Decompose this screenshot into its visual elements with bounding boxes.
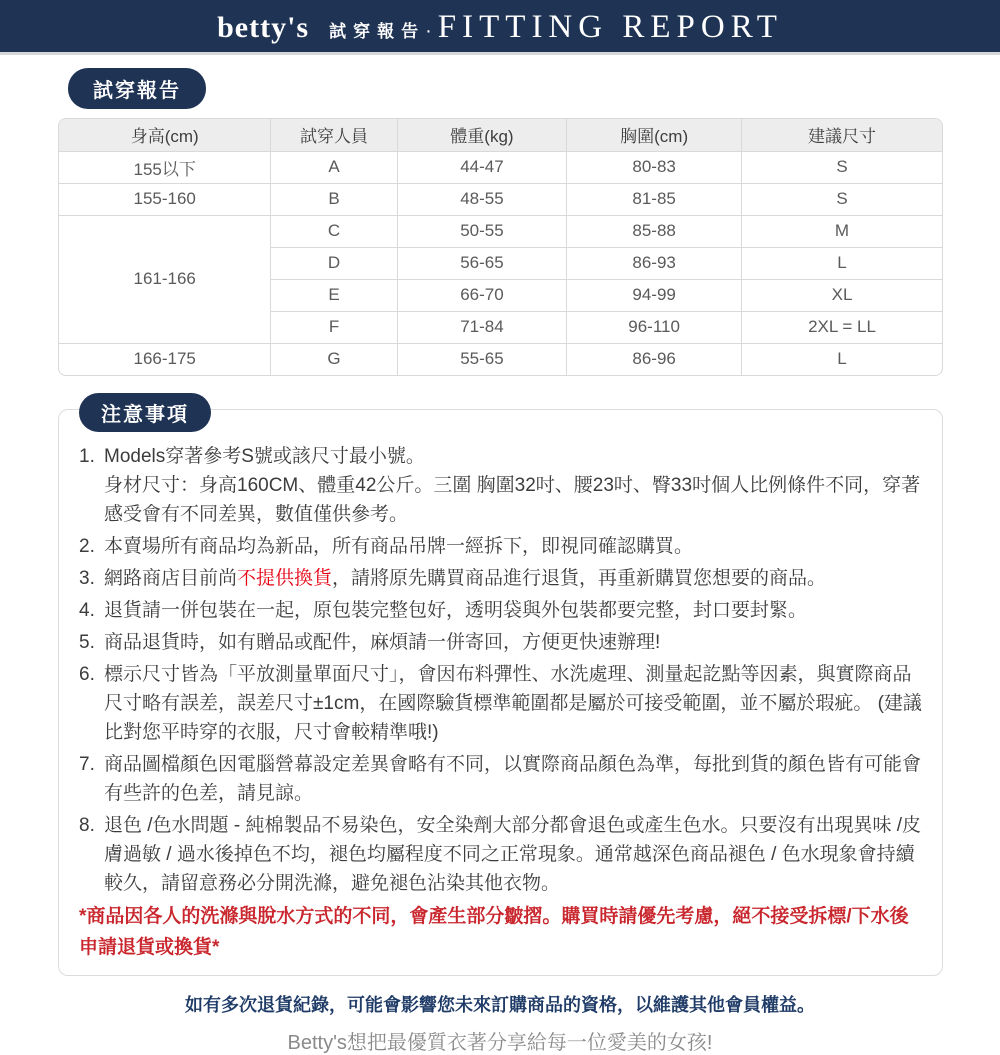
cell-model: A [271,151,397,183]
cell-chest: 86-96 [567,343,742,375]
col-header-model: 試穿人員 [271,119,397,151]
washing-warning-text: *商品因各人的洗滌與脫水方式的不同，會產生部分皺摺。購買時請優先考慮，絕不接受拆標/下水後申請退貨或換貨* [79,906,909,958]
table-row [59,343,942,375]
note-item-3 [79,564,926,593]
note-text: 本賣場所有商品均為新品，所有商品吊牌一經拆下，即視同確認購買。 [104,536,694,557]
brand-slogan: Betty's想把最優質衣著分享給每一位愛美的女孩! [287,1032,713,1054]
note-text: 退色 /色水問題 - 純棉製品不易染色，安全染劑大部分都會退色或產生色水。只要沒有出現異味 /皮膚過敏 / 過水後掉色不均，褪色均屬程度不同之正常現象。通常越深色商品褪色 / 色水現象會持續較久，請留意務必分開洗滌，避免褪色沾染其他衣物。 [104,815,922,894]
note-text: ，請將原先購買商品進行退貨，再重新購買您想要的商品。 [332,568,827,589]
note-item-4 [79,596,926,625]
footer [0,991,1000,1055]
cell-height: 166-175 [59,343,271,375]
note-number: 2. [79,536,95,557]
fitting-size-table [59,119,942,375]
note-text-continued: 身材尺寸：身高160CM、體重42公斤。三圍 胸圍32吋、腰23吋、臀33吋個人比例條件不同，穿著感受會有不同差異，數值僅供參考。 [104,475,921,525]
note-text: 退貨請一併包裝在一起，原包裝完整包好，透明袋與外包裝都要完整，封口要封緊。 [104,600,808,621]
note-number: 6. [79,664,95,685]
cell-weight: 48-55 [397,183,567,215]
note-text: 商品退貨時，如有贈品或配件，麻煩請一併寄回，方便更快速辦理! [104,632,661,653]
cell-model: D [271,247,397,279]
return-policy-notice: 如有多次退貨紀錄，可能會影響您未來訂購商品的資格，以維護其他會員權益。 [185,995,815,1015]
note-item-8 [79,811,926,898]
cell-model: G [271,343,397,375]
cell-weight: 44-47 [397,151,567,183]
note-number: 1. [79,446,95,467]
cell-weight: 71-84 [397,311,567,343]
fitting-size-table-wrapper [58,118,943,376]
note-text: 標示尺寸皆為「平放測量單面尺寸」，會因布料彈性、水洗處理、測量起訖點等因素，與實際商品尺寸略有誤差，誤差尺寸±1cm，在國際驗貨標準範圍都是屬於可接受範圍，並不屬於瑕疵。 (建議比對您平時穿的衣服，尺寸會較精準哦!) [104,664,922,743]
note-number: 5. [79,632,95,653]
cell-size: S [742,151,942,183]
note-number: 7. [79,754,95,775]
cell-size: 2XL = LL [742,311,942,343]
col-header-height: 身高(cm) [59,119,271,151]
cell-height-merged: 161-166 [59,215,271,343]
cell-model: C [271,215,397,247]
cell-weight: 50-55 [397,215,567,247]
cell-weight: 66-70 [397,279,567,311]
header-bar [0,0,1000,55]
table-row [59,183,942,215]
cell-size: L [742,247,942,279]
note-number: 3. [79,568,95,589]
cell-chest: 85-88 [567,215,742,247]
cell-size: S [742,183,942,215]
table-row [59,151,942,183]
fitting-report-badge: 試穿報告 [68,68,206,109]
cell-weight: 56-65 [397,247,567,279]
notes-box [58,404,943,976]
note-number: 8. [79,815,95,836]
header-subtitle-zh: 試穿報告 [329,22,426,41]
note-item-1 [79,442,926,529]
cell-model: F [271,311,397,343]
note-item-5 [79,628,926,657]
note-number: 4. [79,600,95,621]
cell-model: B [271,183,397,215]
note-text: 網路商店目前尚 [104,568,238,589]
col-header-chest: 胸圍(cm) [567,119,742,151]
note-text: 商品圖檔顏色因電腦營幕設定差異會略有不同，以實際商品顏色為準，每批到貨的顏色皆有可能會有些許的色差，請見諒。 [104,754,922,804]
notes-badge: 注意事項 [79,393,211,432]
header-dot-separator: · [425,20,432,42]
cell-model: E [271,279,397,311]
cell-weight: 55-65 [397,343,567,375]
note-text: Models穿著參考S號或該尺寸最小號。 [104,446,425,467]
note-item-6 [79,660,926,747]
cell-size: M [742,215,942,247]
cell-chest: 94-99 [567,279,742,311]
cell-size: L [742,343,942,375]
col-header-size: 建議尺寸 [742,119,942,151]
table-row [59,215,942,247]
cell-chest: 81-85 [567,183,742,215]
col-header-weight: 體重(kg) [397,119,567,151]
cell-size: XL [742,279,942,311]
note-text-red-highlight: 不提供換貨 [237,568,333,589]
cell-chest: 80-83 [567,151,742,183]
cell-chest: 86-93 [567,247,742,279]
note-item-7 [79,750,926,808]
table-header-row [59,119,942,151]
cell-height: 155以下 [59,151,271,183]
brand-logo: betty's [217,11,310,44]
note-item-2 [79,532,926,561]
header-title-en: FITTING REPORT [437,9,783,45]
cell-height: 155-160 [59,183,271,215]
cell-chest: 96-110 [567,311,742,343]
